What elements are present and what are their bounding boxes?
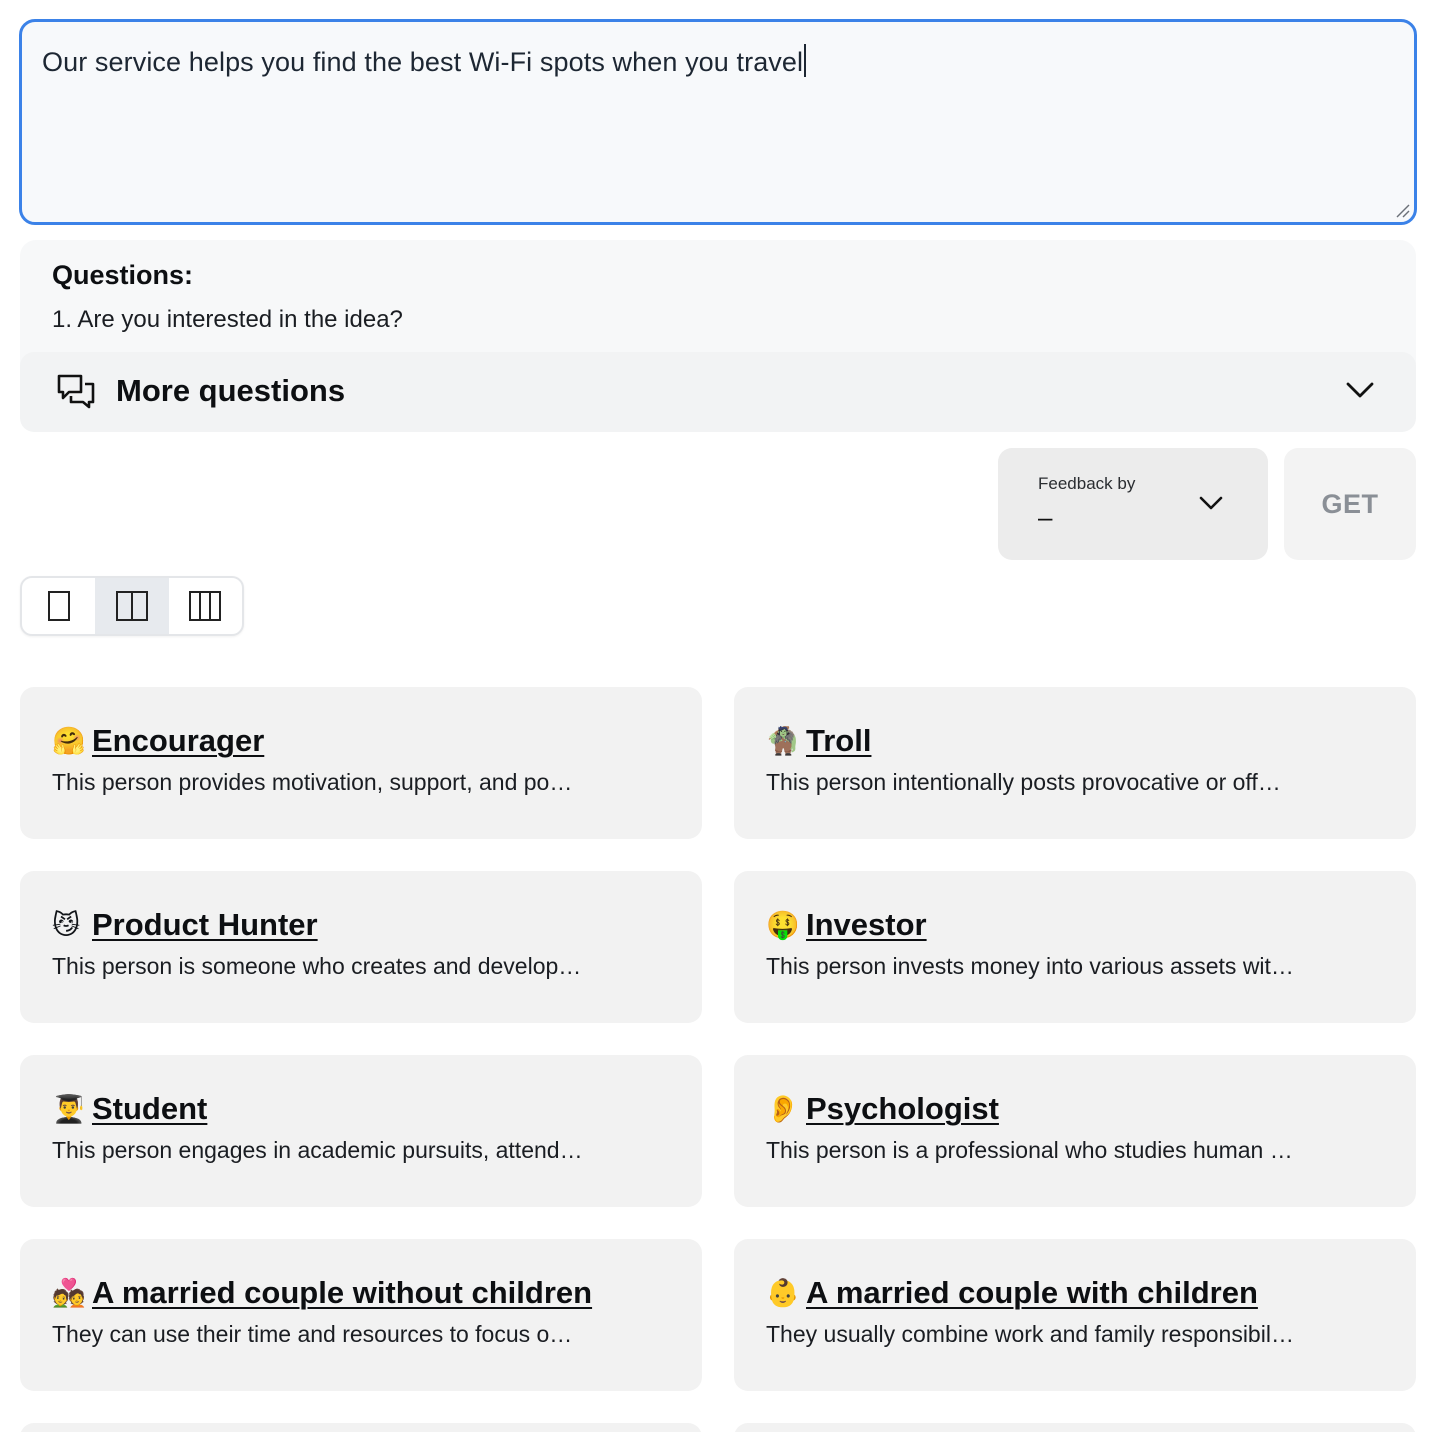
persona-description: This person is a professional who studies human … bbox=[766, 1137, 1293, 1163]
persona-card[interactable] bbox=[20, 1055, 702, 1207]
persona-name-link[interactable]: A married couple without children bbox=[92, 1275, 593, 1310]
chevron-down-icon bbox=[1198, 494, 1224, 512]
get-button[interactable]: GET bbox=[1284, 448, 1416, 560]
persona-card[interactable] bbox=[20, 1423, 702, 1432]
question-item: 1. Are you interested in the idea? bbox=[52, 306, 403, 333]
persona-description: This person intentionally posts provocative or off… bbox=[766, 769, 1281, 795]
persona-name-link[interactable]: A married couple with children bbox=[806, 1275, 1258, 1310]
persona-description: This person provides motivation, support, and po… bbox=[52, 769, 573, 795]
hugging-face-icon: 🤗 bbox=[52, 725, 86, 757]
single-column-icon bbox=[42, 589, 76, 623]
persona-description: This person is someone who creates and develop… bbox=[52, 953, 582, 979]
persona-card[interactable] bbox=[20, 871, 702, 1023]
persona-card[interactable] bbox=[20, 687, 702, 839]
two-column-icon bbox=[115, 589, 149, 623]
couple-with-heart-icon: 💑 bbox=[52, 1277, 86, 1309]
idea-text: Our service helps you find the best Wi-Fi spots when you travel bbox=[42, 47, 804, 77]
persona-description: They usually combine work and family responsibil… bbox=[766, 1321, 1294, 1347]
persona-name-link[interactable]: Product Hunter bbox=[92, 907, 318, 942]
two-column-layout-button[interactable] bbox=[95, 578, 168, 634]
resize-grip-icon[interactable] bbox=[1394, 202, 1410, 218]
persona-card[interactable] bbox=[734, 1239, 1416, 1391]
troll-icon: 🧌 bbox=[766, 725, 800, 757]
feedback-by-value: – bbox=[1038, 502, 1053, 532]
persona-name-link[interactable]: Troll bbox=[806, 723, 872, 758]
persona-card[interactable] bbox=[734, 1055, 1416, 1207]
text-caret bbox=[804, 44, 806, 77]
persona-card[interactable] bbox=[734, 871, 1416, 1023]
more-questions-label: More questions bbox=[116, 373, 346, 408]
chevron-down-icon bbox=[1344, 379, 1376, 401]
smirking-cat-icon: 😼 bbox=[52, 909, 81, 941]
questions-title: Questions: bbox=[52, 260, 194, 290]
questions-panel bbox=[20, 240, 1416, 432]
money-mouth-face-icon: 🤑 bbox=[766, 909, 800, 941]
feedback-by-select[interactable] bbox=[998, 448, 1268, 560]
baby-icon: 👶 bbox=[766, 1277, 800, 1309]
student-icon: 👨‍🎓 bbox=[52, 1093, 86, 1125]
persona-card[interactable] bbox=[734, 1423, 1416, 1432]
chat-bubbles-icon bbox=[56, 372, 96, 410]
persona-description: This person engages in academic pursuits, attend… bbox=[52, 1137, 583, 1163]
layout-toggle bbox=[20, 576, 244, 636]
persona-card[interactable] bbox=[734, 687, 1416, 839]
ear-icon: 👂 bbox=[766, 1093, 800, 1125]
three-column-icon bbox=[188, 589, 222, 623]
idea-textarea[interactable] bbox=[19, 19, 1417, 225]
persona-name-link[interactable]: Encourager bbox=[92, 723, 265, 758]
more-questions-toggle[interactable] bbox=[20, 352, 1416, 432]
persona-name-link[interactable]: Investor bbox=[806, 907, 927, 942]
persona-description: They can use their time and resources to focus o… bbox=[52, 1321, 573, 1347]
feedback-by-label: Feedback by bbox=[1038, 474, 1136, 493]
three-column-layout-button[interactable] bbox=[169, 578, 242, 634]
persona-name-link[interactable]: Student bbox=[92, 1091, 208, 1126]
persona-name-link[interactable]: Psychologist bbox=[806, 1091, 999, 1126]
persona-card[interactable] bbox=[20, 1239, 702, 1391]
single-column-layout-button[interactable] bbox=[22, 578, 95, 634]
persona-description: This person invests money into various assets wit… bbox=[766, 953, 1294, 979]
